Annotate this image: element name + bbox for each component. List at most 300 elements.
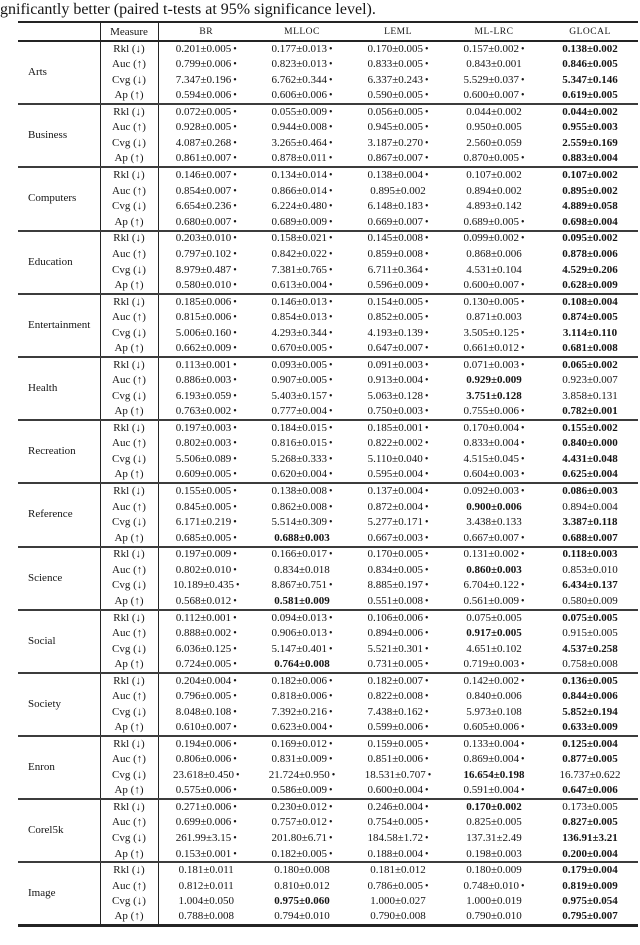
significance-bullet-icon: • [329,216,333,228]
significance-bullet-icon: • [329,517,333,529]
value-cell [542,57,638,73]
metric-value: 0.833±0.005 [367,58,424,71]
value-cell [254,357,350,373]
significance-bullet-icon: • [521,658,525,670]
significance-bullet-icon: • [329,722,333,734]
metric-value: 0.181±0.011 [178,864,234,877]
metric-value: 0.825±0.005 [466,816,522,829]
value-cell [350,736,446,752]
value-cell [350,625,446,641]
significance-bullet-icon: • [329,580,333,592]
metric-value: 0.846±0.005 [562,58,618,71]
significance-bullet-icon: • [425,880,429,892]
metric-value: 8.867±0.751 [271,579,328,592]
value-cell [254,878,350,894]
significance-bullet-icon: • [233,802,237,814]
metric-value: 7.438±0.162 [367,705,424,718]
significance-bullet-icon: • [233,170,237,182]
significance-bullet-icon: • [521,296,525,308]
measure-label: Auc (↑) [100,562,158,578]
value-cell [254,483,350,499]
significance-bullet-icon: • [521,754,525,766]
value-cell [542,278,638,294]
value-cell [254,41,350,57]
significance-bullet-icon: • [233,549,237,561]
measure-label: Cvg (↓) [100,831,158,847]
table-row [18,847,638,863]
metric-value: 0.106±0.006 [367,611,424,624]
metric-value: 8.979±0.487 [175,263,232,276]
metric-value: 0.197±0.003 [175,422,232,435]
value-cell [350,894,446,910]
metric-value: 0.594±0.006 [175,89,232,102]
value-cell [542,894,638,910]
metric-value: 0.600±0.007 [463,278,520,291]
metric-value: 0.685±0.005 [175,531,232,544]
metric-value: 0.170±0.004 [463,422,520,435]
metric-value: 0.689±0.009 [271,215,328,228]
value-cell [446,73,542,89]
significance-bullet-icon: • [329,185,333,197]
significance-bullet-icon: • [425,438,429,450]
value-cell [254,325,350,341]
metric-value: 0.883±0.004 [562,152,618,165]
value-cell [350,57,446,73]
metric-value: 2.560±0.059 [466,137,522,150]
metric-value: 0.822±0.002 [367,437,424,450]
value-cell [350,720,446,736]
metric-value: 6.337±0.243 [367,73,424,86]
significance-bullet-icon: • [233,848,237,860]
significance-bullet-icon: • [233,532,237,544]
value-cell [542,88,638,104]
measure-label: Auc (↑) [100,310,158,326]
metric-value: 0.748±0.010 [463,879,520,892]
value-cell [350,578,446,594]
value-cell [542,625,638,641]
metric-value: 0.137±0.004 [367,485,424,498]
significance-bullet-icon: • [233,296,237,308]
metric-value: 0.929±0.009 [466,374,522,387]
measure-label: Rkl (↓) [100,357,158,373]
significance-bullet-icon: • [329,107,333,119]
value-cell [542,531,638,547]
significance-bullet-icon: • [233,233,237,245]
significance-bullet-icon: • [233,785,237,797]
value-cell [446,262,542,278]
metric-value: 0.179±0.004 [562,864,618,877]
metric-value: 0.777±0.004 [271,405,328,418]
value-cell [446,768,542,784]
value-cell [254,673,350,689]
table-row [18,57,638,73]
significance-bullet-icon: • [329,90,333,102]
metric-value: 4.431±0.048 [562,453,618,466]
metric-value: 1.004±0.050 [178,895,235,908]
metric-value: 0.107±0.002 [562,169,618,182]
table-row [18,152,638,168]
significance-bullet-icon: • [329,375,333,387]
measure-label: Ap (↑) [100,910,158,926]
value-cell [158,468,254,484]
metric-value: 5.006±0.160 [175,326,232,339]
table-row [18,120,638,136]
metric-value: 0.823±0.013 [271,58,328,71]
value-cell [542,736,638,752]
value-cell [542,562,638,578]
significance-bullet-icon: • [521,580,525,592]
significance-bullet-icon: • [233,375,237,387]
significance-bullet-icon: • [425,691,429,703]
significance-bullet-icon: • [425,90,429,102]
value-cell [254,231,350,247]
value-cell [542,389,638,405]
metric-value: 0.065±0.002 [562,358,618,371]
measure-label: Cvg (↓) [100,199,158,215]
dataset-label: Education [18,231,100,294]
metric-value: 0.044±0.002 [562,106,618,119]
metric-value: 0.877±0.005 [562,753,618,766]
significance-bullet-icon: • [233,754,237,766]
metric-value: 5.973±0.108 [466,705,522,718]
significance-bullet-icon: • [233,564,237,576]
value-cell [158,231,254,247]
metric-value: 0.818±0.006 [271,690,328,703]
significance-bullet-icon: • [521,880,525,892]
measure-label: Cvg (↓) [100,262,158,278]
value-cell [350,783,446,799]
metric-value: 0.669±0.007 [367,215,424,228]
significance-bullet-icon: • [425,848,429,860]
value-cell [542,41,638,57]
significance-bullet-icon: • [329,296,333,308]
table-row [18,199,638,215]
metric-value: 0.688±0.003 [274,531,330,544]
significance-bullet-icon: • [425,501,429,513]
value-cell [254,420,350,436]
significance-bullet-icon: • [233,107,237,119]
metric-value: 5.514±0.309 [271,516,328,529]
value-cell [254,104,350,120]
significance-bullet-icon: • [233,627,237,639]
value-cell [446,136,542,152]
measure-label: Cvg (↓) [100,641,158,657]
metric-value: 0.108±0.004 [562,295,618,308]
metric-value: 0.146±0.007 [175,169,232,182]
value-cell [350,483,446,499]
metric-value: 0.975±0.054 [562,895,618,908]
metric-value: 0.155±0.002 [562,422,618,435]
significance-bullet-icon: • [329,643,333,655]
value-cell [158,262,254,278]
metric-value: 3.505±0.125 [463,326,520,339]
value-cell [158,404,254,420]
significance-bullet-icon: • [521,486,525,498]
metric-value: 0.812±0.011 [178,879,234,892]
measure-label: Ap (↑) [100,88,158,104]
value-cell [254,910,350,926]
metric-value: 0.071±0.003 [463,358,520,371]
value-cell [158,831,254,847]
significance-bullet-icon: • [425,170,429,182]
value-cell [350,768,446,784]
value-cell [254,641,350,657]
measure-label: Ap (↑) [100,215,158,231]
metric-value: 0.878±0.006 [562,247,618,260]
value-cell [446,878,542,894]
metric-value: 0.944±0.008 [271,121,328,134]
table-row [18,594,638,610]
significance-bullet-icon: • [233,138,237,150]
table-row [18,278,638,294]
table-row [18,910,638,926]
metric-value: 0.831±0.009 [271,753,328,766]
measure-label: Auc (↑) [100,436,158,452]
metric-value: 0.596±0.009 [367,278,424,291]
significance-bullet-icon: • [425,122,429,134]
metric-value: 0.854±0.013 [271,310,328,323]
metric-value: 0.906±0.013 [271,626,328,639]
value-cell [542,783,638,799]
col-header-mlloc: MLLOC [254,22,350,41]
value-cell [542,720,638,736]
metric-value: 4.889±0.058 [562,200,618,213]
value-cell [542,294,638,310]
metric-value: 0.620±0.004 [271,468,328,481]
value-cell [542,452,638,468]
significance-bullet-icon: • [329,802,333,814]
significance-bullet-icon: • [425,343,429,355]
value-cell [158,768,254,784]
value-cell [446,104,542,120]
metric-value: 0.815±0.006 [175,310,232,323]
table-row [18,246,638,262]
metric-value: 0.790±0.010 [466,910,522,923]
value-cell [350,404,446,420]
metric-value: 136.91±3.21 [562,832,618,845]
metric-value: 0.719±0.003 [463,657,520,670]
significance-bullet-icon: • [425,279,429,291]
measure-label: Rkl (↓) [100,483,158,499]
significance-bullet-icon: • [329,675,333,687]
table-row [18,862,638,878]
metric-value: 8.048±0.108 [175,705,232,718]
metric-value: 0.670±0.005 [271,342,328,355]
value-cell [158,136,254,152]
metric-value: 4.893±0.142 [466,200,522,213]
value-cell [446,294,542,310]
value-cell [158,57,254,73]
measure-label: Cvg (↓) [100,768,158,784]
metric-value: 0.075±0.005 [466,611,522,624]
significance-bullet-icon: • [329,311,333,323]
significance-bullet-icon: • [329,59,333,71]
value-cell [446,231,542,247]
value-cell [254,704,350,720]
significance-bullet-icon: • [329,423,333,435]
measure-label: Rkl (↓) [100,41,158,57]
value-cell [350,515,446,531]
dataset-label: Health [18,357,100,420]
measure-label: Rkl (↓) [100,610,158,626]
metric-value: 0.130±0.005 [463,295,520,308]
value-cell [254,183,350,199]
significance-bullet-icon: • [424,454,429,466]
significance-bullet-icon: • [425,517,429,529]
metric-value: 0.113±0.001 [175,358,232,371]
metric-value: 5.277±0.171 [367,516,424,529]
metric-value: 0.142±0.002 [463,674,520,687]
value-cell [446,910,542,926]
metric-value: 0.184±0.015 [271,422,328,435]
measure-label: Cvg (↓) [100,325,158,341]
value-cell [542,199,638,215]
measure-label: Ap (↑) [100,341,158,357]
significance-bullet-icon: • [329,486,333,498]
value-cell [254,167,350,183]
table-row [18,104,638,120]
value-cell [254,373,350,389]
metric-value: 0.731±0.005 [367,657,424,670]
metric-value: 7.347±0.196 [175,73,232,86]
metric-value: 0.843±0.001 [466,58,522,71]
dataset-label: Society [18,673,100,736]
measure-label: Cvg (↓) [100,894,158,910]
metric-value: 0.185±0.001 [367,422,424,435]
metric-value: 0.197±0.009 [175,548,232,561]
table-row [18,373,638,389]
value-cell [446,594,542,610]
table-row [18,357,638,373]
value-cell [542,673,638,689]
metric-value: 0.155±0.005 [175,485,232,498]
metric-value: 0.118±0.003 [562,548,618,561]
significance-bullet-icon: • [425,785,429,797]
metric-value: 0.786±0.005 [367,879,424,892]
significance-bullet-icon: • [329,754,333,766]
metric-value: 0.867±0.007 [367,152,424,165]
value-cell [542,752,638,768]
measure-label: Ap (↑) [100,278,158,294]
significance-bullet-icon: • [425,486,429,498]
metric-value: 0.568±0.012 [175,594,232,607]
value-cell [542,373,638,389]
metric-value: 6.036±0.125 [175,642,232,655]
value-cell [446,167,542,183]
significance-bullet-icon: • [233,406,237,418]
metric-value: 0.681±0.008 [562,342,618,355]
value-cell [446,625,542,641]
value-cell [542,325,638,341]
metric-value: 0.170±0.002 [466,801,522,814]
metric-value: 5.852±0.194 [562,705,618,718]
value-cell [542,704,638,720]
value-cell [254,799,350,815]
value-cell [158,547,254,563]
value-cell [158,246,254,262]
value-cell [254,57,350,73]
table-row [18,562,638,578]
value-cell [350,594,446,610]
table-row [18,499,638,515]
value-cell [446,246,542,262]
metric-value: 0.840±0.006 [466,690,522,703]
significance-bullet-icon: • [329,549,333,561]
significance-bullet-icon: • [521,675,525,687]
metric-value: 0.870±0.005 [463,152,520,165]
value-cell [446,341,542,357]
metric-value: 0.868±0.006 [466,247,522,260]
metric-value: 0.198±0.003 [466,847,522,860]
measure-label: Rkl (↓) [100,547,158,563]
significance-bullet-icon: • [425,549,429,561]
value-cell [350,799,446,815]
significance-bullet-icon: • [521,406,525,418]
metric-value: 0.799±0.006 [175,58,232,71]
metric-value: 0.600±0.004 [367,784,424,797]
value-cell [542,167,638,183]
significance-bullet-icon: • [233,501,237,513]
significance-bullet-icon: • [521,327,525,339]
value-cell [158,357,254,373]
value-cell [446,752,542,768]
metric-value: 0.795±0.007 [562,910,618,923]
significance-bullet-icon: • [329,627,333,639]
table-row [18,389,638,405]
metric-value: 0.595±0.004 [367,468,424,481]
metric-value: 0.604±0.003 [463,468,520,481]
measure-label: Rkl (↓) [100,104,158,120]
value-cell [542,104,638,120]
significance-bullet-icon: • [233,486,237,498]
value-cell [542,499,638,515]
metric-value: 0.840±0.000 [562,437,618,450]
significance-bullet-icon: • [233,74,237,86]
value-cell [158,199,254,215]
value-cell [254,294,350,310]
value-cell [542,262,638,278]
measure-label: Rkl (↓) [100,420,158,436]
value-cell [350,325,446,341]
value-cell [350,199,446,215]
metric-value: 0.822±0.008 [367,690,424,703]
metric-value: 0.181±0.012 [370,864,426,877]
metric-value: 5.347±0.146 [562,73,618,86]
value-cell [254,246,350,262]
value-cell [446,389,542,405]
value-cell [446,657,542,673]
value-cell [158,847,254,863]
dataset-label: Recreation [18,420,100,483]
value-cell [350,167,446,183]
metric-value: 0.619±0.005 [562,89,618,102]
value-cell [446,499,542,515]
value-cell [254,815,350,831]
metric-value: 0.842±0.022 [271,247,328,260]
value-cell [542,689,638,705]
metric-value: 6.704±0.122 [463,579,520,592]
significance-bullet-icon: • [425,580,429,592]
metric-value: 6.193±0.059 [175,389,232,402]
significance-bullet-icon: • [425,296,429,308]
value-cell [350,389,446,405]
table-row [18,483,638,499]
measure-label: Ap (↑) [100,152,158,168]
metric-value: 0.928±0.005 [175,121,232,134]
metric-value: 0.125±0.004 [562,737,618,750]
table-row [18,404,638,420]
significance-bullet-icon: • [329,501,333,513]
